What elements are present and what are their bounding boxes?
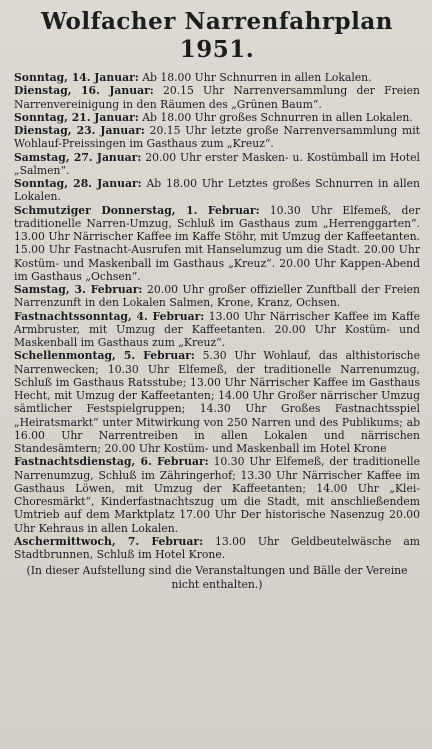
footnote: (In dieser Aufstellung sind die Veranstaltungen und Bälle der Vereine nicht enthalten.) [26,564,408,591]
entry-date: Sonntag, 21. Januar: [14,110,139,124]
entry-date: Dienstag, 16. Januar: [14,84,154,98]
entry-text: 20.15 Uhr Narrenversammlung der Freien Narrenvereinigung in den Räumen des „Grünen Baum“. [14,84,420,111]
schedule-entry [14,455,420,535]
entry-date: Aschermittwoch, 7. Februar: [14,534,204,548]
schedule-entry [14,84,420,111]
entry-text: Ab 18.00 Uhr großes Schnurren in allen Lokalen. [142,110,413,124]
schedule-entry [14,535,420,562]
entry-text: 10.30 Uhr Elfemeß, der traditionelle Narrenumzug, Schluß im Zähringerhof; 13.30 Uhr Närrischer Kaffee im Gasthaus Löwen, mit Umzug der Kaffeetanten; 14.00 Uhr „Klei-Choresmärkt“, Kinderfastnachtszug um die Stadt, mit anschließendem Umtrieb auf dem Marktplatz 17.00 Uhr Der historische Nasenzug 20.00 Uhr Kehraus in allen Lokalen. [14,455,420,535]
schedule-entry [14,71,420,84]
entry-date: Schmutziger Donnerstag, 1. Februar: [14,203,260,217]
entry-date: Schellenmontag, 5. Februar: [14,349,195,363]
entry-text: 10.30 Uhr Elfemeß, der traditionelle Narren-Umzug, Schluß im Gasthaus zum „Herrenggarten“. 13.00 Uhr Närrischer Kaffee im Kaffe Stöhr, mit Umzug der Kaffeetanten. 15.00 Uhr Fastnacht-Ausrufen mit Hanselumzug um die Stadt. 20.00 Uhr Kostüm- und Maskenball im Gasthaus „Kreuz“. 20.00 Uhr Kappen-Abend im Gasthaus „Ochsen“. [14,203,421,283]
entry-date: Dienstag, 23. Januar: [14,124,145,138]
schedule-text [14,71,420,591]
schedule-entry [14,124,420,151]
entry-date: Samstag, 27. Januar: [14,150,142,164]
entry-date: Samstag, 3. Februar: [14,283,143,297]
schedule-entry [14,111,420,124]
entry-date: Sonntag, 14. Januar: [14,71,139,85]
schedule-entry [14,310,420,350]
schedule-entry [14,177,420,204]
entry-date: Sonntag, 28. Januar: [14,177,142,191]
entry-text: 20.00 Uhr großer offizieller Zunftball der Freien Narrenzunft in den Lokalen Salmen, Krone, Kranz, Ochsen. [14,283,421,310]
page-title: Wolfacher Narrenfahrplan 1951. [41,8,393,63]
entry-text: 20.00 Uhr erster Masken- u. Kostümball im Hotel „Salmen“. [14,150,420,177]
entry-text: 13.00 Uhr Närrischer Kaffee im Kaffe Armbruster, mit Umzug der Kaffeetanten. 20.00 Uhr Kostüm- und Maskenball im Gasthaus zum „Kreuz“. [14,309,421,350]
schedule-entry [14,349,420,455]
entry-text: 13.00 Uhr Geldbeutelwäsche am Stadtbrunnen, Schluß im Hotel Krone. [14,534,420,562]
entry-text: Ab 18.00 Uhr Schnurren in allen Lokalen. [142,71,372,85]
schedule-entry [14,151,420,178]
entry-text: 20.15 Uhr letzte große Narrenversammlung mit Wohlauf-Preissingen im Gasthaus zum „Kreuz“. [14,124,420,151]
entry-date: Fastnachtssonntag, 4. Februar: [14,309,205,323]
entry-text: 5.30 Uhr Wohlauf, das althistorische Narrenwecken; 10.30 Uhr Elfemeß, der traditionelle Narrenumzug, Schluß im Gasthaus Ratsstube; 13.00 Uhr Närrischer Kaffee im Gasthaus Hecht, mit Umzug der Kaffeetanten; 14.00 Uhr Großer närrischer Umzug sämtlicher Festspielgruppen; 14.30 Uhr Großes Fastnachtsspiel „Heiratsmarkt“ unter Mitwirkung von 250 Narren und des Publikums; ab 16.00 Uhr Narrentreiben in allen Lokalen und närrischen Standesämtern; 20.00 Uhr Kostüm- und Maskenball im Hotel Krone [14,349,421,456]
entry-date: Fastnachtsdienstag, 6. Februar: [14,455,209,469]
entry-text: Ab 18.00 Uhr Letztes großes Schnurren in allen Lokalen. [14,177,420,204]
schedule-entry [14,283,420,310]
schedule-entry [14,204,420,284]
